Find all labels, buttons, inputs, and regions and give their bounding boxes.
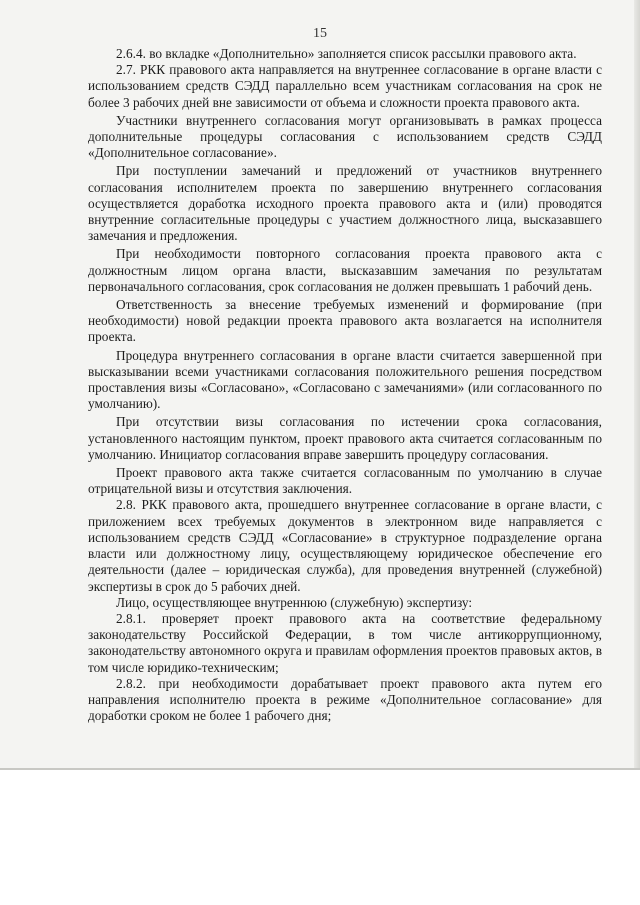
paragraph-procedure-complete: Процедура внутреннего согласования в органе власти считается завершенной при высказывании всеми участниками согласования положительного решения посредством проставления визы «Согласовано», «Согласовано с замечаниями» (или согласованного по умолчанию).	[88, 347, 602, 412]
paragraph-2-8-1: 2.8.1. проверяет проект правового акта на соответствие федеральному законодательству Российской Федерации, в том числе антикоррупционному, законодательству автономного округа и правилам оформления проектов правовых актов, в том числе юридико-техническим;	[88, 610, 602, 675]
page-number: 15	[313, 26, 327, 41]
paragraph-2-8-2: 2.8.2. при необходимости дорабатывает проект правового акта путем его направления исполнителю проекта в режиме «Дополнительное согласование» для доработки сроком не более 1 рабочего дня;	[88, 675, 602, 724]
paragraph-2-7: 2.7. РКК правового акта направляется на внутреннее согласование в органе власти с использованием средств СЭДД параллельно всем участникам согласования на срок не более 3 рабочих дней вне зависимости от объема и сложности проекта правового акта.	[88, 62, 602, 110]
paragraph-responsibility: Ответственность за внесение требуемых изменений и формирование (при необходимости) новой редакции проекта правового акта возлагается на исполнителя проекта.	[88, 297, 602, 345]
document-body	[88, 46, 602, 724]
paragraph-no-visa: При отсутствии визы согласования по истечении срока согласования, установленного настоящим пунктом, проект правового акта считается согласованным по умолчанию. Инициатор согласования вправе завершить процедуру согласования.	[88, 414, 602, 462]
paragraph-2-6-4: 2.6.4. во вкладке «Дополнительно» заполняется список рассылки правового акта.	[116, 46, 577, 61]
paragraph-2-8: 2.8. РКК правового акта, прошедшего внутреннее согласование в органе власти, с приложением всех требуемых документов в электронном виде направляется с использованием средств СЭДД «Согласование» в структурное подразделение органа власти или должностному лицу, осуществляющему юридическое обеспечение его деятельности (далее – юридическая служба), для проведения внутренней (служебной) экспертизы в срок до 5 рабочих дней.	[88, 497, 602, 594]
paragraph-negative-visa: Проект правового акта также считается согласованным по умолчанию в случае отрицательной визы и отсутствия заключения.	[88, 465, 602, 497]
paragraph-remarks: При поступлении замечаний и предложений от участников внутреннего согласования исполнителем проекта по завершению внутреннего согласования осуществляется доработка исходного проекта правового акта и (или) проводятся внутренние согласительные процедуры с участием должностного лица, высказавшего замечания и предложения.	[88, 163, 602, 244]
paragraph-participants: Участники внутреннего согласования могут организовывать в рамках процесса дополнительные процедуры согласования с использованием средств СЭДД «Дополнительное согласование».	[88, 112, 602, 161]
paragraph-repeat-approval: При необходимости повторного согласования проекта правового акта с должностным лицом органа власти, высказавшим замечания по результатам первоначального согласования, срок согласования не должен превышать 1 рабочий день.	[88, 246, 602, 294]
paragraph-expert: Лицо, осуществляющее внутреннюю (служебную) экспертизу:	[116, 594, 473, 610]
